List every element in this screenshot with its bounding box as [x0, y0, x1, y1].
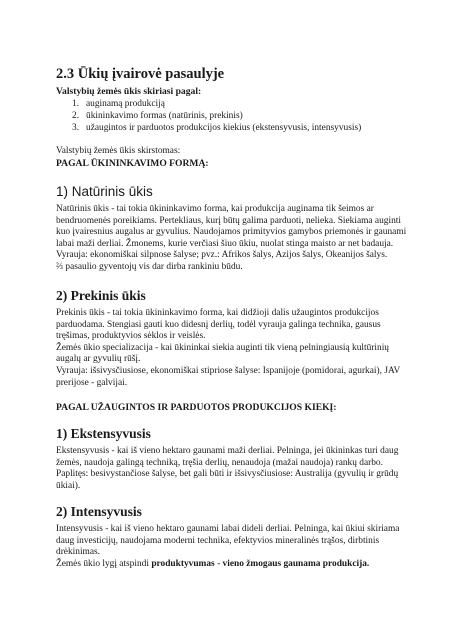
text-line: parduodama. Stengiasi gauti kuo didesnį derlių, todėl vyrauja galinga technika, gausus	[56, 319, 381, 330]
page-title: 2.3 Ūkių įvairovė pasaulyje	[56, 66, 225, 82]
text-line: Paplitęs: besivystančiose šalyse, bet gali būti ir išsivysčiusiose: Australija (gyvulių ir grūdų	[56, 469, 399, 480]
list-item	[72, 110, 428, 122]
paragraph-intensyvusis	[56, 524, 428, 570]
text-line: daug investicijų, naudojama moderni technika, efektyvios mineralinės trąšos, dirbtinis	[56, 535, 380, 546]
text-line: Vyrauja: išsivysčiusiose, ekonomiškai stipriose šalyse: Ispanijoje (pomidorai, agurkai), JAV	[56, 365, 401, 376]
list-item	[72, 98, 428, 110]
heading-intensyvusis: 2) Intensyvusis	[56, 504, 142, 519]
text-line: Natūrinis ūkis - tai tokia ūkininkavimo forma, kai produkcija auginama tik šeimos ar	[56, 204, 374, 214]
section-heading-quantity: PAGAL UŽAUGINTOS IR PARDUOTOS PRODUKCIJOS KIEKĮ:	[56, 402, 337, 413]
intro-text: Valstybių žemės ūkis skirstomas:	[56, 146, 181, 156]
list-item	[72, 122, 428, 134]
text-line: Žemės ūkio specializacija - kai ūkininkai siekia auginti tik vieną pelningiausią kultūrinių	[56, 342, 389, 353]
text-line: ūkiai).	[56, 480, 81, 491]
text-line: kuo įvairesnius augalus ar gyvulius. Naudojamos primityvios gamybos priemonės ir gaunami	[56, 227, 407, 238]
paragraph-prekinis	[56, 308, 428, 389]
intro-bold: Valstybių žemės ūkis skiriasi pagal:	[56, 86, 202, 97]
heading-ekstensyvusis: 1) Ekstensyvusis	[56, 426, 151, 441]
text-line: ⅔ pasaulio gyventojų vis dar dirba rankiniu būdu.	[56, 261, 243, 272]
section-heading-form: PAGAL ŪKININKAVIMO FORMĄ:	[56, 158, 209, 169]
bold-term: produktyvumas	[151, 558, 215, 569]
paragraph-ekstensyvusis	[56, 446, 428, 492]
bold-definition: vieno žmogaus gaunama produkcija.	[222, 558, 370, 569]
text-line: augalų ar gyvulių rūšį.	[56, 354, 141, 365]
text-line: Ekstensyvusis - kai iš vieno hektaro gaunami maži derliai. Pelninga, jei ūkininkas turi daug	[56, 446, 399, 456]
text-line: Vyrauja: ekonomiškai silpnose šalyse; pvz.: Afrikos šalys, Azijos šalys, Okeanijos šalys.	[56, 250, 388, 261]
text-line: Intensyvusis - kai iš vieno hektaro gaunami labai dideli derliai. Pelninga, kai ūkiui skiriama	[56, 524, 400, 534]
criteria-list	[72, 98, 428, 134]
list-number: 2.	[72, 111, 80, 121]
list-number: 3.	[72, 123, 80, 133]
text-line: Prekinis ūkis - tai tokia ūkininkavimo forma, kai didžioji dalis užaugintos produkcijos	[56, 308, 379, 318]
text-line: drėkinimas.	[56, 547, 101, 558]
list-text: užaugintos ir parduotos produkcijos kiekius (ekstensyvusis, intensyvusis)	[86, 123, 362, 133]
list-text: ūkininkavimo formas (natūrinis, prekinis)	[86, 111, 243, 121]
text-line-mixed	[56, 559, 428, 571]
heading-naturinis: 1) Natūrinis ūkis	[56, 184, 153, 199]
text-segment: -	[214, 558, 223, 569]
paragraph-naturinis	[56, 204, 428, 274]
text-line: labai maži derliai. Žmonems, kurie verčiasi šiuo ūkiu, nuolat stinga maisto ar net badauja.	[56, 238, 394, 249]
heading-prekinis: 2) Prekinis ūkis	[56, 288, 146, 303]
list-number: 1.	[72, 99, 80, 109]
list-text: auginamą produkciją	[86, 99, 165, 109]
text-segment: Žemės ūkio lygį atspindi	[56, 558, 152, 569]
text-line: žemės, naudoja galingą techniką, tręšia derlių, nenaudoja (mažai naudoja) rankų darbo.	[56, 457, 383, 468]
text-line: bendruomenės poreikiams. Pertekliaus, kurį būtų galima parduoti, nelieka. Siekiama auginti	[56, 215, 401, 226]
text-line: tręšimas, produktyvios sėklos ir veislės.	[56, 331, 206, 342]
text-line: prerijose - galvijai.	[56, 377, 128, 388]
